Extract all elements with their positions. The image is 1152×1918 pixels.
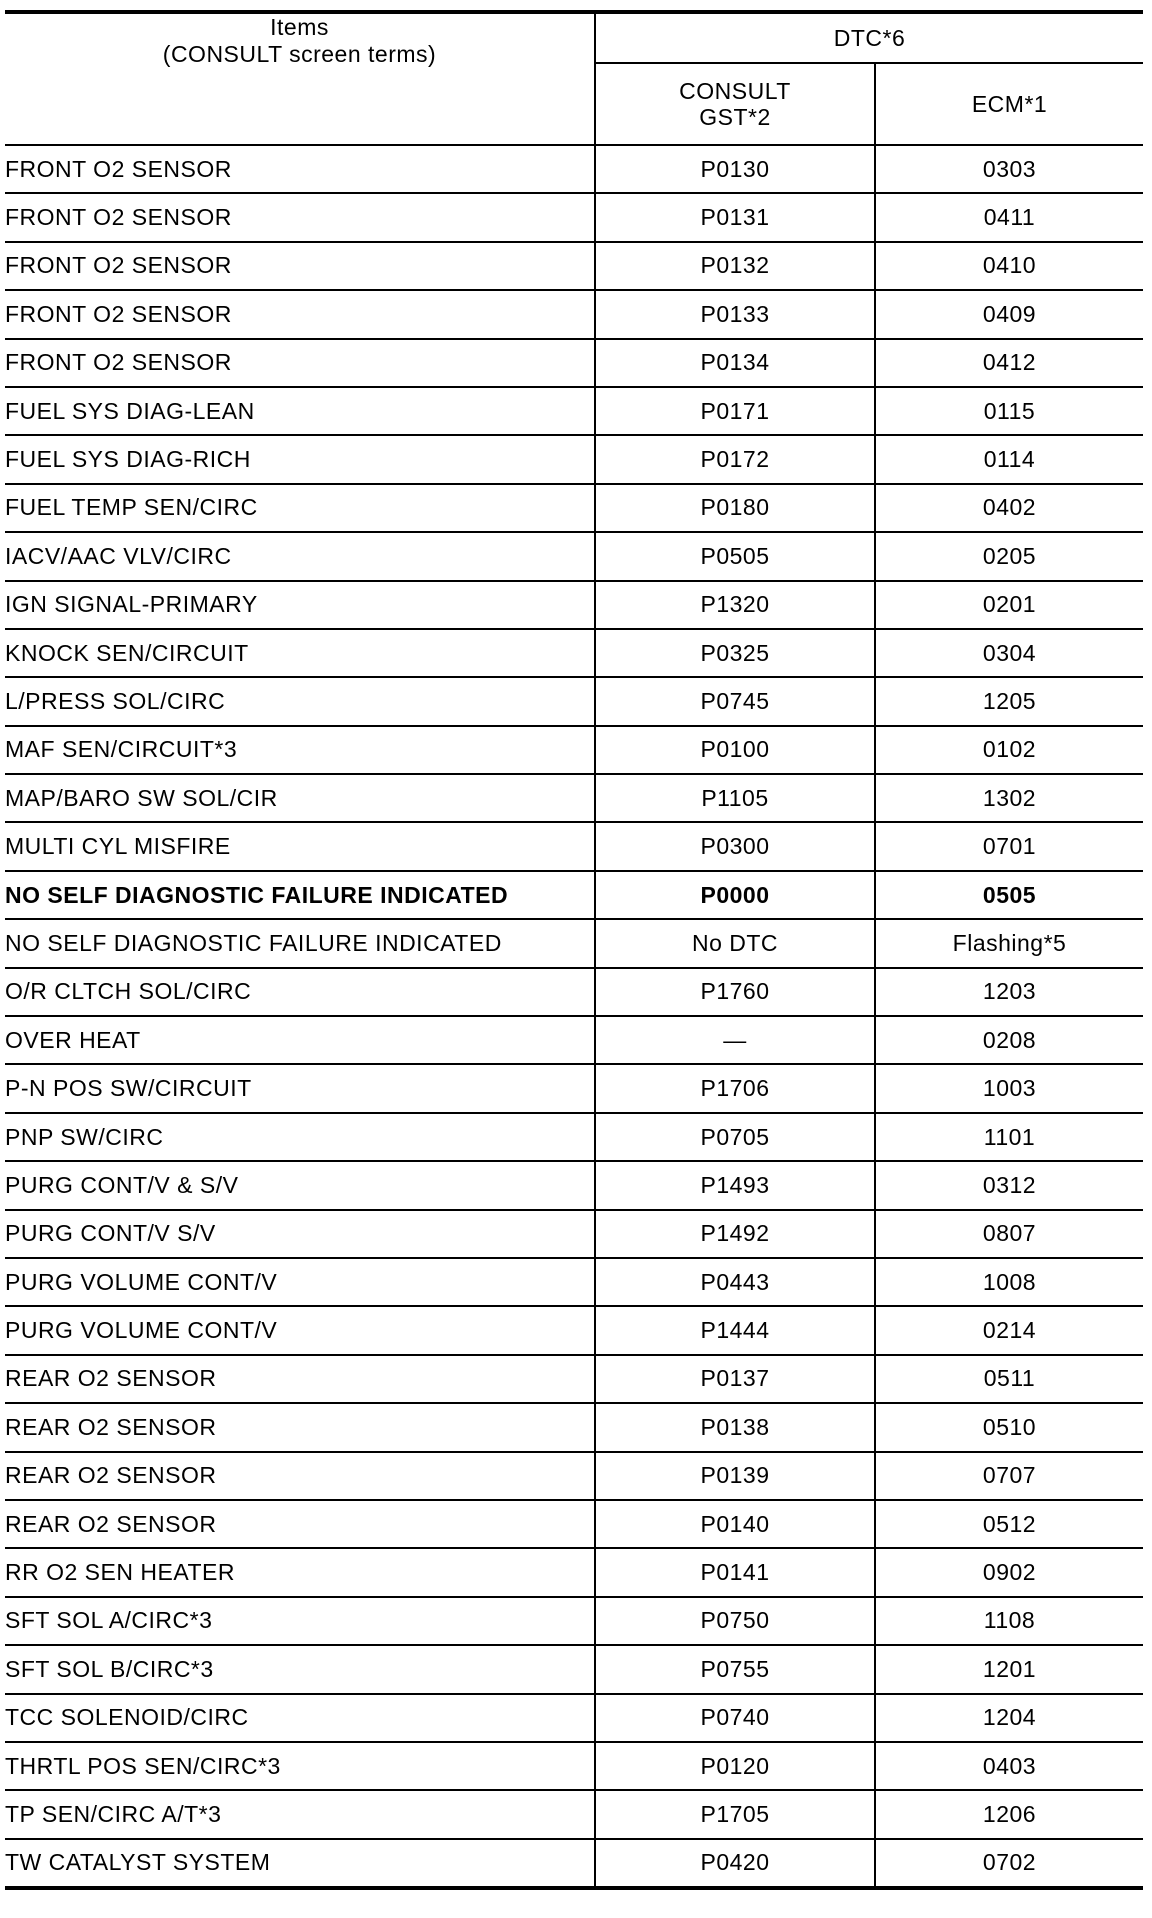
ecm-cell: 0201: [875, 581, 1143, 629]
table-row: [5, 1403, 1143, 1451]
ecm-cell: 1205: [875, 677, 1143, 725]
ecm-cell: 1302: [875, 774, 1143, 822]
ecm-cell: 0402: [875, 484, 1143, 532]
item-cell: O/R CLTCH SOL/CIRC: [5, 968, 595, 1016]
ecm-cell: 0807: [875, 1210, 1143, 1258]
ecm-cell: 1203: [875, 968, 1143, 1016]
consult-header-line2: GST*2: [699, 104, 771, 130]
consult-gst-cell: P0134: [595, 339, 875, 387]
ecm-header: ECM*1: [875, 63, 1143, 145]
consult-gst-cell: P1105: [595, 774, 875, 822]
table-row: [5, 435, 1143, 483]
consult-gst-cell: P0131: [595, 193, 875, 241]
consult-gst-cell: P1760: [595, 968, 875, 1016]
table-row: [5, 1452, 1143, 1500]
consult-gst-cell: P0740: [595, 1694, 875, 1742]
item-cell: FUEL TEMP SEN/CIRC: [5, 484, 595, 532]
ecm-cell: 0214: [875, 1306, 1143, 1354]
item-cell: FRONT O2 SENSOR: [5, 290, 595, 338]
ecm-cell: 0409: [875, 290, 1143, 338]
item-cell: REAR O2 SENSOR: [5, 1452, 595, 1500]
item-cell: THRTL POS SEN/CIRC*3: [5, 1742, 595, 1790]
consult-gst-cell: P0138: [595, 1403, 875, 1451]
table-row: [5, 581, 1143, 629]
ecm-cell: 1206: [875, 1790, 1143, 1838]
ecm-cell: 0411: [875, 193, 1143, 241]
items-header: [5, 12, 595, 145]
ecm-cell: 0512: [875, 1500, 1143, 1548]
ecm-cell: 0412: [875, 339, 1143, 387]
ecm-cell: 0303: [875, 145, 1143, 193]
ecm-cell: 0707: [875, 1452, 1143, 1500]
consult-gst-cell: P0505: [595, 532, 875, 580]
table-row: [5, 1790, 1143, 1838]
ecm-cell: 0312: [875, 1161, 1143, 1209]
table-row: [5, 1161, 1143, 1209]
table-body: [5, 145, 1143, 1888]
item-cell: FRONT O2 SENSOR: [5, 193, 595, 241]
item-cell: REAR O2 SENSOR: [5, 1500, 595, 1548]
item-cell: P-N POS SW/CIRCUIT: [5, 1064, 595, 1112]
consult-gst-cell: P0705: [595, 1113, 875, 1161]
item-cell: PNP SW/CIRC: [5, 1113, 595, 1161]
item-cell: PURG VOLUME CONT/V: [5, 1258, 595, 1306]
ecm-cell: 1003: [875, 1064, 1143, 1112]
ecm-cell: 0702: [875, 1839, 1143, 1888]
item-cell: MAF SEN/CIRCUIT*3: [5, 726, 595, 774]
item-cell: FRONT O2 SENSOR: [5, 242, 595, 290]
ecm-cell: 0701: [875, 822, 1143, 870]
table-row: [5, 968, 1143, 1016]
ecm-cell: 0114: [875, 435, 1143, 483]
consult-gst-cell: P0750: [595, 1597, 875, 1645]
ecm-cell: 0208: [875, 1016, 1143, 1064]
table-row: [5, 726, 1143, 774]
ecm-cell: 0205: [875, 532, 1143, 580]
item-cell: RR O2 SEN HEATER: [5, 1548, 595, 1596]
ecm-cell: 0902: [875, 1548, 1143, 1596]
consult-gst-cell: P1705: [595, 1790, 875, 1838]
item-cell: MAP/BARO SW SOL/CIR: [5, 774, 595, 822]
item-cell: NO SELF DIAGNOSTIC FAILURE INDICATED: [5, 919, 595, 967]
item-cell: PURG CONT/V & S/V: [5, 1161, 595, 1209]
consult-gst-cell: P0140: [595, 1500, 875, 1548]
table-row: [5, 1548, 1143, 1596]
table-row: [5, 1355, 1143, 1403]
ecm-cell: 1101: [875, 1113, 1143, 1161]
consult-gst-cell: P0171: [595, 387, 875, 435]
item-cell: KNOCK SEN/CIRCUIT: [5, 629, 595, 677]
consult-header-line1: CONSULT: [679, 78, 791, 104]
item-cell: L/PRESS SOL/CIRC: [5, 677, 595, 725]
item-cell: REAR O2 SENSOR: [5, 1403, 595, 1451]
consult-gst-cell: P0133: [595, 290, 875, 338]
consult-gst-cell: P0420: [595, 1839, 875, 1888]
ecm-cell: 0102: [875, 726, 1143, 774]
consult-gst-cell: P0130: [595, 145, 875, 193]
table-row: [5, 1839, 1143, 1888]
dtc-table: [5, 10, 1143, 1890]
table-row: [5, 1306, 1143, 1354]
table-row: [5, 1500, 1143, 1548]
table-row: [5, 193, 1143, 241]
consult-gst-cell: P1493: [595, 1161, 875, 1209]
consult-gst-cell: —: [595, 1016, 875, 1064]
item-cell: MULTI CYL MISFIRE: [5, 822, 595, 870]
consult-gst-cell: P1320: [595, 581, 875, 629]
item-cell: IGN SIGNAL-PRIMARY: [5, 581, 595, 629]
consult-gst-cell: P0000: [595, 871, 875, 919]
table-row: [5, 822, 1143, 870]
consult-gst-cell: P1706: [595, 1064, 875, 1112]
ecm-cell: 1008: [875, 1258, 1143, 1306]
ecm-cell: 0410: [875, 242, 1143, 290]
item-cell: IACV/AAC VLV/CIRC: [5, 532, 595, 580]
ecm-cell: 0304: [875, 629, 1143, 677]
ecm-cell: 1108: [875, 1597, 1143, 1645]
ecm-cell: 0511: [875, 1355, 1143, 1403]
table-row: [5, 1210, 1143, 1258]
table-row: [5, 484, 1143, 532]
ecm-cell: 0403: [875, 1742, 1143, 1790]
ecm-cell: 0510: [875, 1403, 1143, 1451]
table-row: [5, 1113, 1143, 1161]
item-cell: OVER HEAT: [5, 1016, 595, 1064]
item-cell: FRONT O2 SENSOR: [5, 145, 595, 193]
item-cell: FUEL SYS DIAG-RICH: [5, 435, 595, 483]
consult-gst-cell: P0100: [595, 726, 875, 774]
table-row: [5, 1258, 1143, 1306]
ecm-cell: 1204: [875, 1694, 1143, 1742]
consult-gst-cell: P1492: [595, 1210, 875, 1258]
consult-gst-cell: P0141: [595, 1548, 875, 1596]
consult-gst-cell: P0755: [595, 1645, 875, 1693]
table-row: [5, 1742, 1143, 1790]
item-cell: FRONT O2 SENSOR: [5, 339, 595, 387]
ecm-cell: 1201: [875, 1645, 1143, 1693]
ecm-cell: 0115: [875, 387, 1143, 435]
ecm-cell: 0505: [875, 871, 1143, 919]
table-row: [5, 242, 1143, 290]
item-cell: TP SEN/CIRC A/T*3: [5, 1790, 595, 1838]
consult-gst-cell: P0139: [595, 1452, 875, 1500]
table-row: [5, 919, 1143, 967]
dtc-group-header: DTC*6: [595, 12, 1143, 63]
table-row: [5, 1064, 1143, 1112]
table-row: [5, 1016, 1143, 1064]
table-row: [5, 1597, 1143, 1645]
table-row: [5, 387, 1143, 435]
consult-gst-cell: P1444: [595, 1306, 875, 1354]
consult-gst-cell: P0137: [595, 1355, 875, 1403]
item-cell: FUEL SYS DIAG-LEAN: [5, 387, 595, 435]
consult-gst-cell: P0745: [595, 677, 875, 725]
item-cell: SFT SOL B/CIRC*3: [5, 1645, 595, 1693]
table-row: [5, 1645, 1143, 1693]
table-row: [5, 339, 1143, 387]
consult-gst-cell: P0132: [595, 242, 875, 290]
table-row: [5, 532, 1143, 580]
consult-gst-cell: P0120: [595, 1742, 875, 1790]
ecm-cell: Flashing*5: [875, 919, 1143, 967]
consult-gst-cell: P0300: [595, 822, 875, 870]
item-cell: TCC SOLENOID/CIRC: [5, 1694, 595, 1742]
table-row: [5, 871, 1143, 919]
item-cell: SFT SOL A/CIRC*3: [5, 1597, 595, 1645]
table-row: [5, 774, 1143, 822]
item-cell: REAR O2 SENSOR: [5, 1355, 595, 1403]
item-cell: TW CATALYST SYSTEM: [5, 1839, 595, 1888]
consult-gst-cell: P0443: [595, 1258, 875, 1306]
item-cell: PURG CONT/V S/V: [5, 1210, 595, 1258]
consult-gst-cell: P0172: [595, 435, 875, 483]
table-row: [5, 1694, 1143, 1742]
table-row: [5, 145, 1143, 193]
consult-gst-cell: P0325: [595, 629, 875, 677]
table-row: [5, 290, 1143, 338]
table-row: [5, 677, 1143, 725]
item-cell: NO SELF DIAGNOSTIC FAILURE INDICATED: [5, 871, 595, 919]
consult-gst-header: [595, 63, 875, 145]
items-header-title: Items: [270, 14, 329, 40]
items-header-subtitle: (CONSULT screen terms): [162, 41, 437, 67]
consult-gst-cell: No DTC: [595, 919, 875, 967]
table-row: [5, 629, 1143, 677]
consult-gst-cell: P0180: [595, 484, 875, 532]
item-cell: PURG VOLUME CONT/V: [5, 1306, 595, 1354]
